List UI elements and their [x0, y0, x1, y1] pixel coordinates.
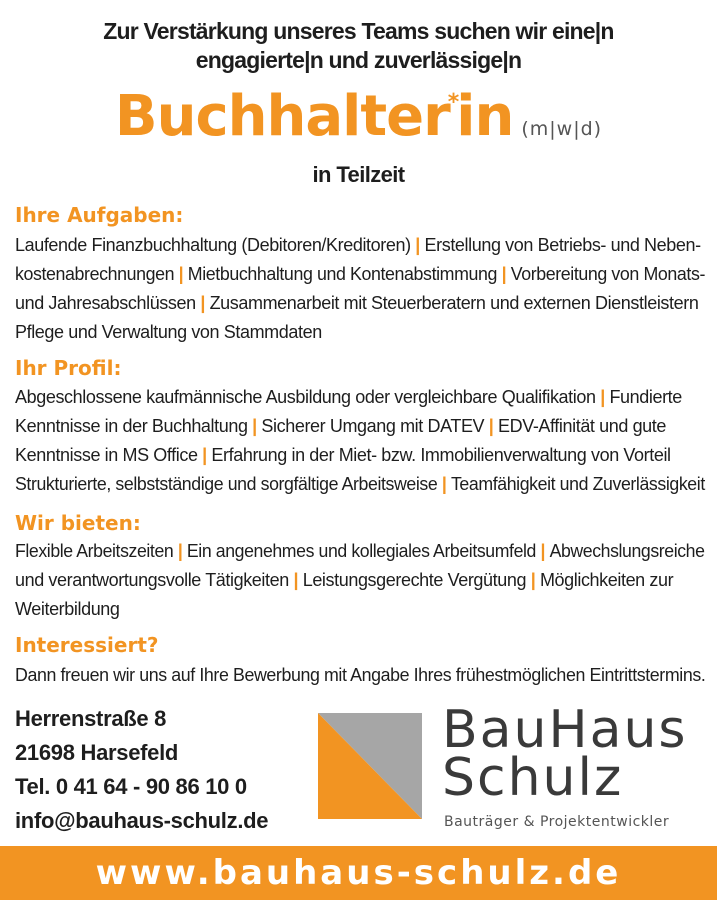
text-line — [15, 566, 705, 595]
text-segment: Flexible Arbeitszeiten — [15, 541, 178, 561]
gender-note: (m|w|d) — [521, 118, 603, 140]
text-segment: Ein angenehmes und kollegiales Arbeitsumfeld — [186, 541, 541, 561]
text-segment: Pflege und Verwaltung von Stammdaten — [15, 322, 322, 342]
separator: | — [177, 541, 187, 561]
text-line — [15, 383, 705, 412]
heading-profil: Ihr Profil: — [15, 356, 122, 380]
address-phone[interactable]: Tel. 0 41 64 - 90 86 10 0 — [15, 774, 247, 799]
separator: | — [200, 293, 210, 313]
text-line — [15, 412, 705, 441]
heading-interessiert: Interessiert? — [15, 633, 159, 657]
text-line — [15, 595, 705, 624]
heading-bieten: Wir bieten: — [15, 511, 141, 535]
logo-tagline: Bauträger & Projektentwickler — [444, 814, 670, 830]
bauhaus-logo-icon — [318, 713, 422, 819]
text-segment: Vorbereitung von Monats- — [510, 264, 705, 284]
footer-bar — [0, 846, 717, 900]
separator: | — [488, 416, 499, 436]
gender-star: * — [447, 90, 459, 115]
text-segment: Teamfähigkeit und Zuverlässigkeit — [450, 474, 705, 494]
separator: | — [252, 416, 262, 436]
text-segment: und verantwortungsvolle Tätigkeiten — [15, 570, 294, 590]
intro-line-2: engagierte|n und zuverlässige|n — [195, 47, 522, 73]
separator: | — [540, 541, 550, 561]
address-email[interactable]: info@bauhaus-schulz.de — [15, 808, 269, 833]
text-line — [15, 470, 705, 499]
separator: | — [441, 474, 451, 494]
separator: | — [415, 235, 425, 255]
text-line — [15, 441, 705, 470]
text-segment: Kenntnisse in MS Office — [15, 445, 203, 465]
text-segment: Erfahrung in der Miet- bzw. Immobilienverwaltung von Vorteil — [211, 445, 671, 465]
text-segment: Strukturierte, selbstständige und sorgfältige Arbeitsweise — [15, 474, 442, 494]
address-city: 21698 Harsefeld — [15, 740, 179, 765]
separator: | — [530, 570, 540, 590]
separator: | — [600, 387, 610, 407]
text-line — [15, 260, 705, 289]
separator: | — [293, 570, 303, 590]
text-interessiert — [15, 661, 705, 690]
text-line — [15, 537, 705, 566]
separator: | — [202, 445, 212, 465]
logo-line-2: Schulz — [442, 748, 624, 808]
job-title-main: Buchhalter — [114, 84, 450, 149]
text-line — [15, 231, 705, 260]
text-bieten — [15, 537, 705, 624]
job-title-text — [115, 84, 513, 149]
text-segment: EDV-Affinität und gute — [498, 416, 666, 436]
text-line — [15, 289, 705, 318]
address-street: Herrenstraße 8 — [15, 706, 167, 731]
job-title — [0, 84, 717, 149]
text-segment: kostenabrechnungen — [15, 264, 179, 284]
text-aufgaben — [15, 231, 705, 347]
text-segment: Möglichkeiten zur — [539, 570, 674, 590]
separator: | — [178, 264, 188, 284]
text-segment: Leistungsgerechte Vergütung — [302, 570, 531, 590]
text-profil — [15, 383, 705, 499]
footer-url[interactable]: www.bauhaus-schulz.de — [95, 853, 622, 893]
logo-line-1: BauHaus — [442, 700, 688, 760]
text-segment: Mietbuchhaltung und Kontenabstimmung — [187, 264, 502, 284]
intro-line-1: Zur Verstärkung unseres Teams suchen wir eine|n — [103, 18, 614, 44]
text-line — [15, 661, 706, 690]
contact-address — [15, 702, 268, 838]
separator: | — [501, 264, 511, 284]
text-segment: und Jahresabschlüssen — [15, 293, 201, 313]
text-segment: Dann freuen wir uns auf Ihre Bewerbung mit Angabe Ihres frühestmöglichen Eintrittstermins. — [15, 665, 706, 685]
text-line — [15, 318, 705, 347]
job-title-suffix-in: in — [456, 84, 514, 149]
text-segment: Abwechslungsreiche — [549, 541, 705, 561]
company-logo-wordmark — [442, 700, 688, 808]
employment-type: in Teilzeit — [312, 162, 405, 187]
text-segment: Kenntnisse in der Buchhaltung — [15, 416, 253, 436]
text-segment: Laufende Finanzbuchhaltung (Debitoren/Kreditoren) — [15, 235, 416, 255]
text-segment: Abgeschlossene kaufmännische Ausbildung oder vergleichbare Qualifikation — [15, 387, 601, 407]
text-segment: Zusammenarbeit mit Steuerberatern und externen Dienstleistern — [209, 293, 699, 313]
text-segment: Weiterbildung — [15, 599, 120, 619]
heading-aufgaben: Ihre Aufgaben: — [15, 203, 184, 227]
text-segment: Erstellung von Betriebs- und Neben- — [424, 235, 701, 255]
text-segment: Sicherer Umgang mit DATEV — [261, 416, 489, 436]
text-segment: Fundierte — [609, 387, 682, 407]
